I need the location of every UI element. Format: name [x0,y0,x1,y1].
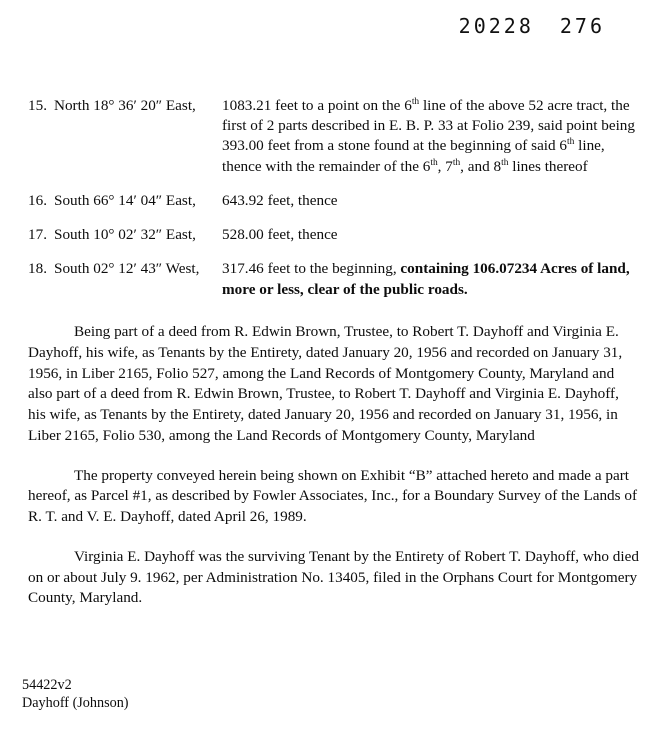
call-text-run: line, thence with the remainder of the 6 [222,137,605,175]
call-description [222,259,640,299]
call-row [28,259,640,299]
ordinal-suffix: th [452,157,461,168]
ordinal-suffix: th [411,96,420,107]
call-text-run: 317.46 feet to the beginning, [222,260,401,278]
call-number: 17. [28,226,47,244]
call-number: 16. [28,191,47,209]
call-text-run: line of the above 52 acre tract, the first of 2 parts described in E. B. P. 33 at Folio 239, said point being 393.00 feet from a stone found at the beginning of said 6 [222,97,635,155]
call-number: 18. [28,260,47,278]
paragraph: Virginia E. Dayhoff was the surviving Tenant by the Entirety of Robert T. Dayhoff, who died on or about July 9. 1962, per Administration No. 13405, filed in the Orphans Court for Montgomery County, Maryland. [28,547,639,607]
call-bearing: South 02° 12′ 43″ West, [54,260,200,278]
call-description [222,191,640,211]
paragraph: The property conveyed herein being shown on Exhibit “B” attached hereto and made a part hereof, as Parcel #1, as described by Fowler Associates, Inc., for a Boundary Survey of the Lands of R. T. and V. E. Dayhoff, dated April 26, 1989. [28,466,638,525]
page-stamp-row [0,14,667,38]
paragraph: Being part of a deed from R. Edwin Brown, Trustee, to Robert T. Dayhoff and Virginia E. Dayhoff, his wife, as Tenants by the Entirety, dated January 20, 1956 and recorded on January 31, 1956, in Liber 2165, Folio 527, among the Land Records of Montgomery County, Maryland and also part of a deed from R. Edwin Brown, Trustee, to Robert T. Dayhoff and Virginia E. Dayhoff, his wife, as Tenants by the Entirety, dated January 20, 1956 and recorded on January 31, 1956, in Liber 2165, Folio 530, among the Land Records of Montgomery County, Maryland [28,323,623,444]
ordinal-suffix: th [567,137,575,148]
call-bearing: South 10° 02′ 32″ East, [54,226,196,244]
document-footer [22,676,129,712]
stamp-right-number: 276 [559,14,605,38]
call-text-run: , and 8 [460,157,502,175]
call-description [222,225,640,245]
call-description [222,96,640,177]
footer-matter: Dayhoff (Johnson) [22,694,129,711]
call-bearing: North 18° 36′ 20″ East, [54,97,196,114]
call-text-run: , 7 [437,157,453,175]
footer-doc-id: 54422v2 [22,676,72,693]
call-row [28,191,640,211]
call-text-run: 528.00 feet, thence [222,226,338,244]
call-bearing: South 66° 14′ 04″ East, [54,191,196,209]
metes-and-bounds-list [28,96,640,314]
call-emphasis: containing 106.07234 Acres of land, more or less, clear of the public roads. [222,260,630,298]
call-row [28,225,640,245]
call-text-run: 643.92 feet, thence [222,191,338,209]
stamp-left-number: 20228 [458,14,534,38]
ordinal-suffix: th [430,157,438,168]
call-text-run: lines thereof [508,157,588,175]
call-row [28,96,640,177]
call-text-run: 1083.21 feet to a point on the 6 [222,97,412,114]
ordinal-suffix: th [501,157,509,168]
body-paragraphs [28,322,640,628]
call-number: 15. [28,97,47,114]
